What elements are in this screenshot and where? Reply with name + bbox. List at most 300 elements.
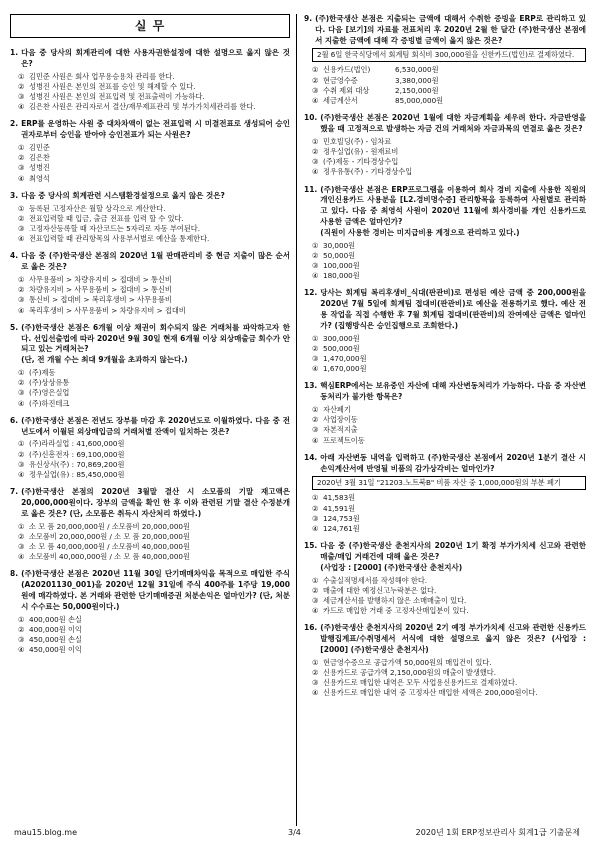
option-number: ① (18, 521, 25, 531)
option-number: ④ (312, 364, 319, 374)
question-number: 7. (10, 487, 19, 497)
answer-option (18, 204, 290, 214)
question-stem: (주)한국생산 춘천지사의 2020년 2기 예정 부가가치세 신고와 관련한 신용카드발행집계표/수취명세서 서식에 대한 설명으로 옳지 않은 것은? (사업장 : [2000] (주)한국생산 춘천지사) (320, 623, 586, 655)
option-text: 현금영수증으로 공급가액 50,000원의 매입건이 있다. (323, 657, 492, 667)
option-text: 400,000원 이익 (29, 624, 82, 634)
question-stem: (주)한국생산 본점은 지출되는 금액에 대해서 수취한 증빙을 ERP로 관리하고 있다. 다음 [보기]의 자료를 전표처리 후 2020년 2월 한 달간 (주)한국생산 본점에서 지출한 금액에 대해 각 증빙별 금액이 옳지 않은 것은? (315, 14, 586, 45)
option-text: 124,753원 (323, 513, 360, 523)
answer-options (18, 204, 290, 245)
option-text: 복리후생비 > 사무용품비 > 차량유지비 > 접대비 (29, 305, 186, 315)
option-text: 자산폐기 (323, 405, 351, 414)
option-text: 소 모 품 40,000,000원 / 소모품비 40,000,000원 (29, 542, 190, 552)
answer-option (312, 157, 586, 167)
question (304, 113, 586, 177)
option-text: 수출실적명세서를 작성해야 한다. (323, 575, 428, 585)
question-body (320, 113, 586, 135)
option-text: 30,000원 (323, 240, 356, 250)
question-note: (사업장 : [2000] (주)한국생산 춘천지사) (320, 562, 463, 572)
option-number: ③ (312, 425, 319, 435)
option-number: ② (312, 585, 319, 595)
answer-option (312, 147, 586, 157)
option-text: 자본적지출 (323, 425, 358, 435)
option-number: ③ (18, 224, 25, 234)
question-text (304, 288, 586, 331)
answer-option (18, 368, 290, 378)
answer-options (312, 576, 586, 617)
option-text: 매출에 대한 예정신고누락분은 없다. (323, 585, 437, 595)
answer-option (18, 439, 290, 449)
option-number: ② (312, 668, 319, 678)
question (304, 288, 586, 374)
option-number: ① (18, 614, 25, 624)
option-text: 180,000원 (323, 271, 360, 281)
question-number: 12. (304, 288, 318, 298)
question-text (10, 251, 290, 273)
option-text: 유신상사(주) : 70,869,200원 (29, 459, 125, 469)
question (304, 14, 586, 106)
option-number: ① (312, 240, 319, 250)
question-text (10, 323, 290, 366)
answer-option (312, 405, 586, 415)
option-number: ③ (18, 542, 25, 552)
question-number: 10. (304, 113, 318, 123)
option-text: 41,583원 (323, 493, 356, 503)
answer-option (18, 460, 290, 470)
answer-option (18, 234, 290, 244)
question-number: 15. (304, 541, 318, 551)
option-text: 김민준 사원은 회사 업무용승용차 관리를 한다. (29, 71, 175, 81)
question-body (21, 48, 290, 70)
option-text: 전표입력할 때 입금, 출금 전표를 입력 할 수 있다. (29, 213, 184, 223)
answer-option (312, 167, 586, 177)
answer-option (312, 586, 586, 596)
answer-option (312, 415, 586, 425)
option-number: ③ (312, 596, 319, 606)
question-body (21, 323, 290, 366)
answer-option (18, 72, 290, 82)
option-text: 프로젝트이동 (323, 435, 365, 445)
option-text: 차량유지비 > 사무용품비 > 접대비 > 통신비 (29, 285, 172, 295)
answer-options (18, 72, 290, 113)
question (304, 453, 586, 534)
left-question-list (10, 48, 290, 655)
option-text: 김은찬 (29, 153, 50, 163)
option-number: ① (18, 143, 25, 152)
column-divider (296, 14, 297, 826)
question (304, 381, 586, 445)
answer-options (312, 658, 586, 699)
question (10, 569, 290, 655)
option-number: ① (312, 405, 319, 414)
option-number: ① (18, 275, 25, 285)
question-body (21, 416, 290, 438)
answer-option (312, 668, 586, 678)
answer-option (18, 143, 290, 153)
option-text: 김민준 (29, 143, 50, 152)
option-text: 100,000원 (323, 261, 360, 270)
answer-option (312, 596, 586, 606)
question-number: 9. (304, 14, 313, 23)
option-number: ① (312, 333, 319, 343)
option-number: ② (18, 449, 25, 459)
question-text (304, 453, 586, 475)
option-number: ③ (18, 163, 25, 173)
answer-option (18, 470, 290, 480)
question-text (304, 185, 586, 239)
question-text (304, 381, 586, 403)
question-number: 13. (304, 381, 318, 391)
option-number: ④ (18, 398, 25, 408)
answer-option (312, 137, 586, 147)
question-body (320, 453, 586, 475)
option-number: ③ (312, 261, 319, 270)
answer-option (312, 493, 586, 503)
question-stem: (주)한국생산 본점은 2020년 1월에 대한 자금계획을 세우려 한다. 자금반영을 했을 때 고정적으로 발생하는 자금 건의 거래처와 자금과목의 연결로 옳은 것은? (320, 113, 586, 133)
option-number: ② (18, 531, 25, 541)
question (10, 323, 290, 409)
option-text: 400,000원 손실 (29, 614, 82, 624)
question-number: 11. (304, 184, 318, 194)
question-body (320, 623, 586, 655)
option-text: 소모품비 20,000,000원 / 소 모 품 20,000,000원 (29, 531, 190, 541)
option-text: 성병진 사원은 본인의 전표를 승인 및 해제할 수 있다. (29, 81, 196, 91)
answer-option (18, 174, 290, 184)
answer-option (18, 388, 290, 398)
question-body (21, 569, 290, 612)
question-text (10, 191, 290, 202)
option-number: ① (312, 575, 319, 585)
option-text: 신용카드로 매입한 내역 중 고정자산 매입한 세액은 200,000원이다. (323, 688, 538, 698)
answer-option (18, 163, 290, 173)
option-value: 2,150,000원 (395, 85, 439, 95)
option-text: 124,761원 (323, 524, 360, 534)
question-text (304, 541, 586, 573)
answer-option (312, 241, 586, 251)
question-stem: 다음 중 (주)한국생산 춘천지사의 2020년 1기 확정 부가가치세 신고와 관련한 매출/매입 거래건에 대해 옳은 것은? (320, 541, 586, 562)
option-text: (주)라라실업 : 41,600,000원 (29, 439, 125, 449)
option-text: 성병진 사원은 본인의 전표입력 및 전표출력이 가능하다. (29, 92, 205, 101)
option-label: 세금계산서 (323, 96, 358, 105)
example-box: 2020년 3월 31일 "21203.노트북B" 비품 자산 중 1,000,000원의 부분 폐기 (312, 476, 586, 490)
option-text: 사업장이동 (323, 415, 358, 425)
answer-option (18, 542, 290, 552)
question-body (21, 119, 290, 141)
answer-options (18, 439, 290, 480)
answer-option (312, 658, 586, 668)
option-number: ③ (18, 295, 25, 305)
option-text: 50,000원 (323, 250, 356, 260)
option-text: 신용카드로 매입한 내역은 모두 사업용신용카드로 결제하였다. (323, 678, 518, 688)
question-stem: 당사는 회계팀 복리후생비_식대(판관비)로 편성된 예산 금액 중 200,000원을 2020년 7월 5일에 회계팀 접대비(판관비)로 예산을 전용하기로 했다. 예산 전용 작업을 직접 수행한 후 7월 회계팀 접대비(판관비)의 잔여예산 금액은 얼마인가? (집행방식은 승인집행으로 조회한다.) (320, 288, 586, 330)
answer-options (18, 275, 290, 316)
option-number: ① (312, 65, 319, 75)
option-number: ④ (312, 688, 319, 698)
question (10, 416, 290, 480)
question-stem: ERP를 운영하는 사원 중 대차차액이 없는 전표입력 시 미결전표로 생성되어 승인권자로부터 승인을 받아야 승인전표가 되는 사원은? (21, 119, 290, 140)
option-text: 1,470,000원 (323, 354, 367, 363)
option-number: ④ (18, 234, 25, 244)
question-body (320, 541, 586, 573)
option-text: 민호빌딩(주) - 임차료 (323, 136, 392, 146)
option-text: 정우실업(유) : 85,450,000원 (29, 470, 125, 480)
option-text: (주)하진테크 (29, 398, 70, 408)
option-number: ③ (312, 513, 319, 523)
option-number: ② (312, 75, 319, 85)
option-number: ③ (18, 92, 25, 101)
answer-option (18, 378, 290, 388)
option-text: 450,000원 손실 (29, 635, 82, 645)
option-text: 300,000원 (323, 333, 360, 343)
option-text: 500,000원 (323, 343, 360, 353)
answer-option (312, 504, 586, 514)
answer-options (312, 137, 586, 178)
question-stem: (주)한국생산 본점은 전년도 장부를 마감 후 2020년도로 이월하였다. 다음 중 전년도에서 이월된 외상매입금의 거래처별 잔액이 일치하는 것은? (21, 415, 290, 436)
option-text: 소 모 품 20,000,000원 / 소모품비 20,000,000원 (29, 521, 190, 531)
option-number: ① (312, 657, 319, 667)
option-number: ② (312, 343, 319, 353)
question-text (304, 113, 586, 135)
answer-option (18, 295, 290, 305)
option-label: 현금영수증 (323, 75, 358, 85)
option-number: ③ (18, 635, 25, 645)
option-text: 카드로 매입한 거래 중 고정자산매입분이 있다. (323, 606, 469, 616)
answer-option (18, 532, 290, 542)
question-number: 2. (10, 119, 19, 129)
answer-option (18, 635, 290, 645)
option-number: ④ (18, 173, 25, 183)
answer-option (18, 645, 290, 655)
option-text: (주)신흥전자 : 69,100,000원 (29, 449, 125, 459)
option-number: ④ (18, 102, 25, 112)
question-body (21, 191, 290, 202)
answer-options (312, 405, 586, 446)
answer-option (18, 275, 290, 285)
option-number: ② (18, 213, 25, 223)
option-number: ④ (18, 305, 25, 315)
footer-exam-title: 2020년 1회 ERP정보관리사 회계1급 기출문제 (415, 828, 580, 837)
question-number: 4. (10, 251, 19, 261)
answer-option (312, 678, 586, 688)
question-stem: 핵심ERP에서는 보유중인 자산에 대해 자산변동처리가 가능하다. 다음 중 자산변동처리가 불가한 항목은? (320, 381, 586, 402)
question-stem: (주)한국생산 본점은 2020년 11월 30일 단기매매차익을 목적으로 매입한 주식(A20201130_001)을 2020년 12월 31일에 주식 400주를 1주당 19,000원에 매각하였다. 본 거래와 관련한 단기매매증권 처분손익은 얼마인가? (단, 처분 시 수수료는 50,000원이다.) (21, 569, 290, 611)
question-body (21, 251, 290, 273)
question-body (21, 487, 290, 519)
option-number: ② (18, 624, 25, 634)
option-number: ④ (312, 167, 319, 177)
question-stem: 다음 중 당사의 회계관련 시스템환경설정으로 옳지 않은 것은? (21, 190, 225, 200)
question-text (304, 14, 586, 46)
question-number: 3. (10, 190, 19, 200)
question-stem: 다음 중 (주)한국생산 본점의 2020년 1월 판매관리비 중 현금 지출이 많은 순서로 옳은 것은? (21, 251, 290, 272)
answer-options (18, 522, 290, 563)
answer-option (312, 251, 586, 261)
option-text: 성병진 (29, 163, 50, 173)
option-text: 소모품비 40,000,000원 / 소 모 품 40,000,000원 (29, 552, 190, 562)
answer-option (18, 522, 290, 532)
question-body (320, 185, 586, 239)
option-text: (주)상상유통 (29, 378, 70, 388)
question-text (304, 623, 586, 655)
option-number: ④ (312, 271, 319, 281)
option-text: 김은찬 사원은 관리자로서 결산/재무제표관리 및 부가가치세관리를 한다. (29, 102, 256, 112)
answer-options (312, 241, 586, 282)
question-note: (직원이 사용한 경비는 미지급비용 계정으로 관리하고 있다.) (320, 227, 520, 237)
option-text: 세금계산서를 발행하지 않은 소매매출이 있다. (323, 596, 467, 606)
question (10, 48, 290, 112)
option-number: ③ (312, 678, 319, 688)
option-label: 수취 제외 대상 (323, 85, 370, 95)
answer-options (18, 143, 290, 184)
option-number: ④ (18, 645, 25, 655)
answer-options (312, 65, 586, 106)
answer-option (312, 261, 586, 271)
option-number: ④ (312, 606, 319, 616)
answer-option (312, 96, 586, 106)
answer-option (18, 399, 290, 409)
answer-option (312, 436, 586, 446)
question-stem: (주)한국생산 본점의 2020년 3월말 결산 시 소모품의 기말 재고액은 20,000,000원이다. 장부의 금액을 확인 한 후 이와 관련된 기말 결산 수정분개로 옳은 것은? (단, 소모품은 취득시 자산처리 하였다.) (21, 487, 290, 518)
answer-options (18, 615, 290, 656)
question-number: 8. (10, 569, 19, 579)
answer-option (18, 285, 290, 295)
question-stem: 다음 중 당사의 회계관리에 대한 사용자권한설정에 대한 설명으로 옳지 않은 것은? (21, 48, 290, 68)
option-number: ④ (18, 470, 25, 480)
option-value: 6,530,000원 (395, 65, 439, 75)
question (10, 251, 290, 315)
section-title: 실 무 (10, 14, 290, 38)
option-text: 통신비 > 접대비 > 복리후생비 > 사무용품비 (29, 295, 172, 305)
answer-option (18, 224, 290, 234)
option-text: 정우유통(주) - 기타경상수입 (323, 167, 413, 177)
option-number: ① (312, 136, 319, 146)
question (10, 191, 290, 245)
answer-option (18, 552, 290, 562)
option-text: 고정자산등록할 때 자산코드는 5자리로 자동 부여된다. (29, 224, 201, 234)
option-number: ④ (312, 435, 319, 445)
option-number: ② (18, 153, 25, 163)
answer-option (18, 92, 290, 102)
option-number: ③ (312, 157, 319, 167)
answer-option (312, 86, 586, 96)
option-number: ② (312, 415, 319, 425)
option-number: ② (18, 285, 25, 295)
answer-option (18, 306, 290, 316)
question (304, 185, 586, 282)
left-column (10, 14, 290, 662)
question (304, 623, 586, 698)
question-number: 1. (10, 48, 19, 57)
option-text: 1,670,000원 (323, 364, 367, 374)
answer-options (312, 334, 586, 375)
option-text: (주)제동 - 기타경상수입 (323, 157, 399, 167)
option-number: ④ (18, 552, 25, 562)
option-text: 정우실업(유) - 원재료비 (323, 147, 399, 156)
answer-option (312, 425, 586, 435)
question-stem: (주)한국생산 본점은 6개월 이상 채권이 회수되지 않은 거래처를 파악하고자 한다. 선입선출법에 따라 2020년 9월 30일 현재 6개월 이상 외상매출금 회수가 안 되고 있는 거래처는? (21, 322, 291, 354)
option-text: 41,591원 (323, 503, 356, 513)
answer-option (312, 688, 586, 698)
answer-option (312, 576, 586, 586)
answer-options (18, 368, 290, 409)
option-number: ② (312, 250, 319, 260)
answer-option (312, 334, 586, 344)
option-text: 최영석 (29, 173, 50, 183)
question-stem: 아래 자산변동 내역을 입력하고 (주)한국생산 본점에서 2020년 1분기 결산 시 손익계산서에 반영될 비품의 감가상각비는 얼마인가? (320, 452, 586, 473)
example-box: 2월 6일 한국식당에서 회계팀 회식비 300,000원을 신한카드(법인)로 결제하였다. (312, 48, 586, 62)
question-text (10, 119, 290, 141)
question-body (320, 288, 586, 331)
option-text: 450,000원 이익 (29, 645, 82, 655)
option-value: 3,380,000원 (395, 75, 439, 85)
question-body (320, 381, 586, 403)
option-text: (주)영은실업 (29, 388, 70, 398)
footer-blog: mau15.blog.me (14, 828, 78, 837)
answer-option (18, 214, 290, 224)
answer-option (18, 625, 290, 635)
answer-options (312, 493, 586, 534)
option-number: ② (312, 503, 319, 513)
question (10, 119, 290, 183)
answer-option (312, 76, 586, 86)
option-number: ③ (312, 354, 319, 363)
option-text: 사무용품비 > 차량유지비 > 접대비 > 통신비 (29, 275, 172, 285)
option-number: ③ (18, 459, 25, 469)
answer-option (18, 450, 290, 460)
option-number: ② (312, 147, 319, 156)
option-text: 등록된 고정자산은 월할 상각으로 계산한다. (29, 203, 166, 213)
question-note: (단, 전 개월 수는 최대 9개월을 초과하지 않는다.) (21, 355, 188, 365)
answer-option (312, 524, 586, 534)
answer-option (312, 344, 586, 354)
question-text (10, 48, 290, 70)
option-text: 전표입력할 때 관리항목의 사용부서별로 예산을 통제한다. (29, 234, 210, 244)
question-stem: (주)한국생산 본점은 ERP프로그램을 이용하여 회사 경비 지출에 사용한 직원의 개인신용카드 사용분을 [L2.경비명수증] 관리항목을 등록하여 사원별로 관리하고 있다. 다음 중 최영석 사원이 2020년 11월에 회사경비를 개인 신용카드로 사용한 금액은 얼마인가? (320, 184, 586, 226)
question-number: 6. (10, 415, 19, 425)
answer-option (312, 606, 586, 616)
question (304, 541, 586, 616)
option-number: ③ (18, 388, 25, 398)
option-text: 신용카드로 공급가액 2,150,000원의 매출이 발생했다. (323, 668, 496, 678)
answer-option (18, 102, 290, 112)
answer-option (312, 514, 586, 524)
option-text: (주)제동 (29, 368, 56, 378)
option-number: ① (18, 71, 25, 81)
answer-option (18, 82, 290, 92)
answer-option (18, 615, 290, 625)
question-text (10, 416, 290, 438)
option-number: ① (18, 368, 25, 378)
answer-option (312, 271, 586, 281)
question (10, 487, 290, 562)
answer-option (312, 364, 586, 374)
option-number: ① (18, 439, 25, 449)
answer-option (18, 153, 290, 163)
option-number: ④ (312, 96, 319, 105)
question-number: 5. (10, 322, 19, 332)
option-number: ③ (312, 85, 319, 95)
option-value: 85,000,000원 (395, 96, 444, 105)
answer-option (312, 354, 586, 364)
option-number: ④ (312, 524, 319, 534)
option-number: ② (18, 81, 25, 91)
footer-page-number: 3/4 (288, 828, 301, 837)
question-text (10, 487, 290, 519)
option-number: ① (18, 203, 25, 213)
question-number: 16. (304, 623, 318, 633)
option-number: ② (18, 378, 25, 388)
question-body (315, 14, 586, 46)
answer-option (312, 65, 586, 75)
